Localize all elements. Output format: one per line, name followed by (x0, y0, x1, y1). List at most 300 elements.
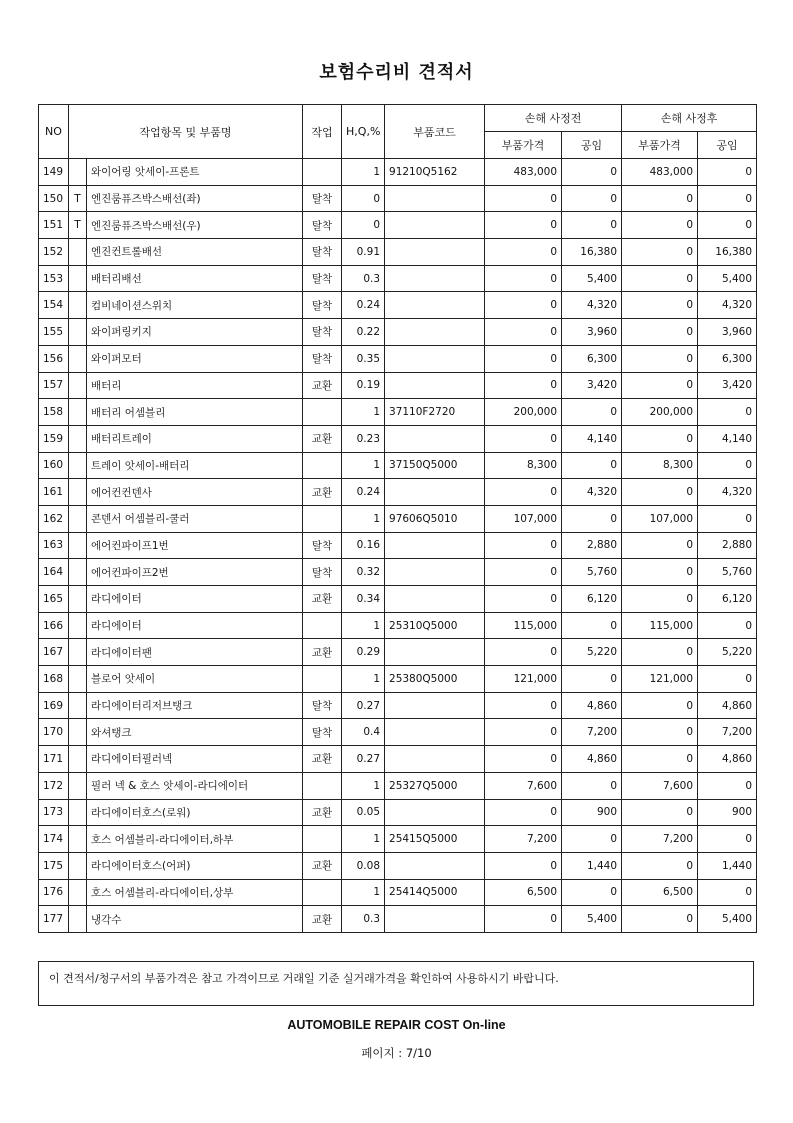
header-part-price-before: 부품가격 (485, 132, 562, 159)
item-name: 배터리배선 (87, 265, 303, 292)
labor-before: 5,400 (562, 265, 622, 292)
item-name: 와이퍼모터 (87, 345, 303, 372)
work-type: 탈착 (303, 532, 342, 559)
table-row (39, 399, 757, 426)
part-code (385, 559, 485, 586)
part-code (385, 639, 485, 666)
part-price-after: 0 (622, 292, 698, 319)
page-title: 보험수리비 견적서 (319, 62, 474, 83)
table-row (39, 425, 757, 452)
part-code (385, 799, 485, 826)
row-flag (69, 452, 87, 479)
labor-before: 4,320 (562, 479, 622, 506)
row-number: 161 (39, 479, 69, 506)
labor-after: 3,420 (698, 372, 757, 399)
part-code (385, 319, 485, 346)
item-name: 호스 어셈블리-라디에이터,하부 (87, 826, 303, 853)
row-flag (69, 479, 87, 506)
labor-before: 0 (562, 452, 622, 479)
row-flag (69, 639, 87, 666)
table-row (39, 586, 757, 613)
row-number: 176 (39, 879, 69, 906)
part-price-before: 8,300 (485, 452, 562, 479)
header-labor-after: 공임 (698, 132, 757, 159)
part-price-after: 0 (622, 185, 698, 212)
hq-value: 0.29 (342, 639, 385, 666)
row-number: 177 (39, 906, 69, 933)
row-flag (69, 666, 87, 693)
row-flag (69, 612, 87, 639)
item-name: 라디에이터호스(로워) (87, 799, 303, 826)
part-code (385, 479, 485, 506)
labor-before: 0 (562, 666, 622, 693)
row-number: 155 (39, 319, 69, 346)
table-row (39, 185, 757, 212)
item-name: 라디에이터리저브탱크 (87, 692, 303, 719)
labor-after: 16,380 (698, 239, 757, 266)
table-row (39, 319, 757, 346)
row-flag (69, 692, 87, 719)
row-flag: T (69, 185, 87, 212)
part-price-before: 0 (485, 639, 562, 666)
part-price-after: 0 (622, 799, 698, 826)
row-number: 165 (39, 586, 69, 613)
row-number: 174 (39, 826, 69, 853)
work-type: 탈착 (303, 559, 342, 586)
part-price-after: 0 (622, 479, 698, 506)
item-name: 호스 어셈블리-라디에이터,상부 (87, 879, 303, 906)
part-price-before: 0 (485, 906, 562, 933)
row-flag (69, 239, 87, 266)
row-number: 167 (39, 639, 69, 666)
row-number: 150 (39, 185, 69, 212)
item-name: 와이퍼링키지 (87, 319, 303, 346)
hq-value: 1 (342, 772, 385, 799)
labor-before: 0 (562, 826, 622, 853)
work-type: 탈착 (303, 692, 342, 719)
labor-before: 0 (562, 185, 622, 212)
part-code: 97606Q5010 (385, 505, 485, 532)
table-row (39, 532, 757, 559)
part-price-after: 7,600 (622, 772, 698, 799)
labor-after: 1,440 (698, 852, 757, 879)
row-flag (69, 345, 87, 372)
row-number: 158 (39, 399, 69, 426)
row-number: 153 (39, 265, 69, 292)
hq-value: 1 (342, 399, 385, 426)
part-price-before: 0 (485, 345, 562, 372)
labor-before: 0 (562, 399, 622, 426)
part-price-before: 7,600 (485, 772, 562, 799)
row-number: 169 (39, 692, 69, 719)
part-code (385, 692, 485, 719)
labor-before: 7,200 (562, 719, 622, 746)
part-price-after: 0 (622, 532, 698, 559)
part-code: 25310Q5000 (385, 612, 485, 639)
work-type (303, 399, 342, 426)
part-price-before: 0 (485, 799, 562, 826)
header-labor-before: 공임 (562, 132, 622, 159)
row-number: 171 (39, 746, 69, 773)
hq-value: 1 (342, 452, 385, 479)
part-price-before: 0 (485, 212, 562, 239)
table-row (39, 372, 757, 399)
part-price-before: 0 (485, 292, 562, 319)
part-price-before: 0 (485, 746, 562, 773)
part-code: 37150Q5000 (385, 452, 485, 479)
hq-value: 0.35 (342, 345, 385, 372)
part-price-before: 0 (485, 372, 562, 399)
labor-after: 7,200 (698, 719, 757, 746)
item-name: 엔진컨트롤배선 (87, 239, 303, 266)
hq-value: 1 (342, 612, 385, 639)
estimate-table (38, 104, 757, 933)
item-name: 에어컨컨덴사 (87, 479, 303, 506)
part-code (385, 425, 485, 452)
part-price-after: 121,000 (622, 666, 698, 693)
item-name: 엔진룸퓨즈박스배선(좌) (87, 185, 303, 212)
work-type: 탈착 (303, 319, 342, 346)
work-type: 교환 (303, 639, 342, 666)
work-type: 탈착 (303, 185, 342, 212)
table-row (39, 666, 757, 693)
work-type (303, 505, 342, 532)
work-type (303, 612, 342, 639)
part-price-after: 0 (622, 906, 698, 933)
item-name: 컴비네이션스위치 (87, 292, 303, 319)
table-row (39, 292, 757, 319)
labor-after: 0 (698, 826, 757, 853)
labor-after: 0 (698, 772, 757, 799)
labor-before: 0 (562, 212, 622, 239)
row-number: 172 (39, 772, 69, 799)
row-number: 154 (39, 292, 69, 319)
labor-before: 2,880 (562, 532, 622, 559)
item-name: 필러 넥 & 호스 앗세이-라디에이터 (87, 772, 303, 799)
labor-before: 5,220 (562, 639, 622, 666)
row-flag (69, 399, 87, 426)
row-number: 163 (39, 532, 69, 559)
work-type: 교환 (303, 746, 342, 773)
row-number: 166 (39, 612, 69, 639)
table-row (39, 826, 757, 853)
labor-after: 3,960 (698, 319, 757, 346)
page-number: 페이지 : 7/10 (361, 1046, 432, 1060)
part-price-after: 115,000 (622, 612, 698, 639)
labor-after: 0 (698, 452, 757, 479)
labor-before: 1,440 (562, 852, 622, 879)
table-row (39, 639, 757, 666)
notice-box (38, 961, 754, 1006)
item-name: 라디에이터호스(어퍼) (87, 852, 303, 879)
item-name: 라디에이터팬 (87, 639, 303, 666)
row-flag (69, 826, 87, 853)
table-row (39, 345, 757, 372)
table-row (39, 692, 757, 719)
work-type: 교환 (303, 906, 342, 933)
labor-before: 4,860 (562, 746, 622, 773)
row-flag (69, 532, 87, 559)
labor-before: 3,960 (562, 319, 622, 346)
table-row (39, 559, 757, 586)
row-number: 149 (39, 159, 69, 186)
hq-value: 0.91 (342, 239, 385, 266)
hq-value: 0.27 (342, 746, 385, 773)
item-name: 블로어 앗세이 (87, 666, 303, 693)
table-row (39, 612, 757, 639)
work-type: 교환 (303, 425, 342, 452)
row-flag (69, 559, 87, 586)
labor-before: 6,300 (562, 345, 622, 372)
table-row (39, 479, 757, 506)
part-code: 25380Q5000 (385, 666, 485, 693)
work-type: 교환 (303, 852, 342, 879)
notice-text: 이 견적서/청구서의 부품가격은 참고 가격이므로 거래일 기준 실거래가격을 확인하여 사용하시기 바랍니다. (49, 972, 559, 985)
hq-value: 0.16 (342, 532, 385, 559)
header-item: 작업항목 및 부품명 (69, 105, 303, 159)
part-price-before: 0 (485, 586, 562, 613)
labor-before: 5,400 (562, 906, 622, 933)
labor-before: 4,860 (562, 692, 622, 719)
row-flag (69, 772, 87, 799)
part-price-before: 0 (485, 265, 562, 292)
labor-before: 4,320 (562, 292, 622, 319)
part-price-before: 0 (485, 185, 562, 212)
row-number: 162 (39, 505, 69, 532)
table-row (39, 799, 757, 826)
footer-brand: AUTOMOBILE REPAIR COST On-line (287, 1018, 506, 1032)
part-price-before: 121,000 (485, 666, 562, 693)
labor-before: 6,120 (562, 586, 622, 613)
part-price-after: 0 (622, 746, 698, 773)
table-row (39, 452, 757, 479)
part-price-after: 0 (622, 586, 698, 613)
hq-value: 0 (342, 185, 385, 212)
part-code: 25414Q5000 (385, 879, 485, 906)
row-number: 151 (39, 212, 69, 239)
hq-value: 0.27 (342, 692, 385, 719)
part-price-after: 0 (622, 372, 698, 399)
estimate-rows (39, 159, 757, 933)
labor-after: 4,860 (698, 746, 757, 773)
hq-value: 1 (342, 159, 385, 186)
part-code: 25327Q5000 (385, 772, 485, 799)
labor-after: 0 (698, 159, 757, 186)
labor-after: 6,300 (698, 345, 757, 372)
part-code: 25415Q5000 (385, 826, 485, 853)
labor-before: 0 (562, 159, 622, 186)
hq-value: 0.24 (342, 479, 385, 506)
labor-before: 4,140 (562, 425, 622, 452)
work-type: 탈착 (303, 265, 342, 292)
part-price-after: 0 (622, 559, 698, 586)
item-name: 배터리트레이 (87, 425, 303, 452)
work-type: 탈착 (303, 292, 342, 319)
part-price-before: 0 (485, 719, 562, 746)
part-price-before: 200,000 (485, 399, 562, 426)
item-name: 엔진룸퓨즈박스배선(우) (87, 212, 303, 239)
labor-after: 900 (698, 799, 757, 826)
labor-before: 0 (562, 772, 622, 799)
part-price-after: 6,500 (622, 879, 698, 906)
hq-value: 1 (342, 826, 385, 853)
table-row (39, 265, 757, 292)
work-type (303, 826, 342, 853)
table-row (39, 719, 757, 746)
labor-before: 0 (562, 505, 622, 532)
labor-before: 0 (562, 612, 622, 639)
hq-value: 0.32 (342, 559, 385, 586)
header-hq: H,Q,% (342, 105, 385, 159)
item-name: 에어컨파이프1번 (87, 532, 303, 559)
labor-after: 4,320 (698, 479, 757, 506)
hq-value: 0.3 (342, 265, 385, 292)
labor-before: 5,760 (562, 559, 622, 586)
row-flag (69, 425, 87, 452)
row-number: 159 (39, 425, 69, 452)
work-type: 교환 (303, 586, 342, 613)
part-price-before: 0 (485, 479, 562, 506)
part-price-before: 0 (485, 692, 562, 719)
row-flag (69, 719, 87, 746)
labor-before: 900 (562, 799, 622, 826)
part-code (385, 586, 485, 613)
part-price-before: 115,000 (485, 612, 562, 639)
table-row (39, 746, 757, 773)
part-code (385, 372, 485, 399)
part-code (385, 239, 485, 266)
hq-value: 0.34 (342, 586, 385, 613)
hq-value: 0.19 (342, 372, 385, 399)
table-row (39, 159, 757, 186)
part-code (385, 185, 485, 212)
row-number: 156 (39, 345, 69, 372)
row-number: 175 (39, 852, 69, 879)
work-type (303, 666, 342, 693)
table-row (39, 906, 757, 933)
row-flag (69, 505, 87, 532)
work-type: 교환 (303, 479, 342, 506)
row-flag (69, 372, 87, 399)
labor-after: 5,220 (698, 639, 757, 666)
row-number: 152 (39, 239, 69, 266)
part-code (385, 852, 485, 879)
part-code (385, 906, 485, 933)
row-number: 173 (39, 799, 69, 826)
work-type: 탈착 (303, 239, 342, 266)
hq-value: 1 (342, 879, 385, 906)
header-no: NO (39, 105, 69, 159)
hq-value: 0.22 (342, 319, 385, 346)
part-price-after: 0 (622, 852, 698, 879)
labor-before: 16,380 (562, 239, 622, 266)
work-type: 탈착 (303, 719, 342, 746)
table-row (39, 505, 757, 532)
part-price-after: 0 (622, 692, 698, 719)
labor-after: 0 (698, 879, 757, 906)
table-row (39, 772, 757, 799)
labor-after: 5,400 (698, 265, 757, 292)
row-flag (69, 159, 87, 186)
row-flag (69, 879, 87, 906)
item-name: 트레이 앗세이-배터리 (87, 452, 303, 479)
part-price-before: 0 (485, 532, 562, 559)
row-number: 170 (39, 719, 69, 746)
work-type: 탈착 (303, 212, 342, 239)
part-price-before: 0 (485, 559, 562, 586)
row-flag (69, 906, 87, 933)
hq-value: 0.23 (342, 425, 385, 452)
row-flag (69, 265, 87, 292)
labor-after: 0 (698, 505, 757, 532)
hq-value: 1 (342, 505, 385, 532)
part-price-before: 107,000 (485, 505, 562, 532)
part-price-before: 6,500 (485, 879, 562, 906)
work-type: 탈착 (303, 345, 342, 372)
part-price-after: 0 (622, 265, 698, 292)
part-price-after: 0 (622, 345, 698, 372)
table-row (39, 212, 757, 239)
work-type (303, 159, 342, 186)
part-code (385, 265, 485, 292)
item-name: 냉각수 (87, 906, 303, 933)
labor-after: 4,860 (698, 692, 757, 719)
row-flag (69, 586, 87, 613)
labor-after: 5,400 (698, 906, 757, 933)
item-name: 라디에이터필러넥 (87, 746, 303, 773)
part-code (385, 746, 485, 773)
row-number: 157 (39, 372, 69, 399)
part-price-before: 0 (485, 239, 562, 266)
part-price-after: 107,000 (622, 505, 698, 532)
work-type: 교환 (303, 372, 342, 399)
part-price-after: 0 (622, 425, 698, 452)
part-price-after: 0 (622, 319, 698, 346)
item-name: 와셔탱크 (87, 719, 303, 746)
part-price-after: 8,300 (622, 452, 698, 479)
part-code: 37110F2720 (385, 399, 485, 426)
header-after-adjustment: 손해 사정후 (622, 105, 757, 132)
row-flag (69, 746, 87, 773)
row-number: 168 (39, 666, 69, 693)
part-price-before: 7,200 (485, 826, 562, 853)
part-code (385, 292, 485, 319)
labor-after: 0 (698, 185, 757, 212)
part-price-after: 483,000 (622, 159, 698, 186)
part-code (385, 345, 485, 372)
work-type (303, 772, 342, 799)
row-flag (69, 292, 87, 319)
labor-after: 2,880 (698, 532, 757, 559)
part-price-after: 200,000 (622, 399, 698, 426)
labor-after: 0 (698, 612, 757, 639)
labor-after: 0 (698, 666, 757, 693)
row-flag (69, 852, 87, 879)
part-price-after: 0 (622, 239, 698, 266)
part-code (385, 532, 485, 559)
part-price-before: 0 (485, 852, 562, 879)
hq-value: 0.05 (342, 799, 385, 826)
row-flag: T (69, 212, 87, 239)
row-flag (69, 319, 87, 346)
part-price-before: 0 (485, 425, 562, 452)
labor-after: 4,320 (698, 292, 757, 319)
hq-value: 0.4 (342, 719, 385, 746)
labor-after: 6,120 (698, 586, 757, 613)
item-name: 배터리 어셈블리 (87, 399, 303, 426)
hq-value: 1 (342, 666, 385, 693)
hq-value: 0.24 (342, 292, 385, 319)
